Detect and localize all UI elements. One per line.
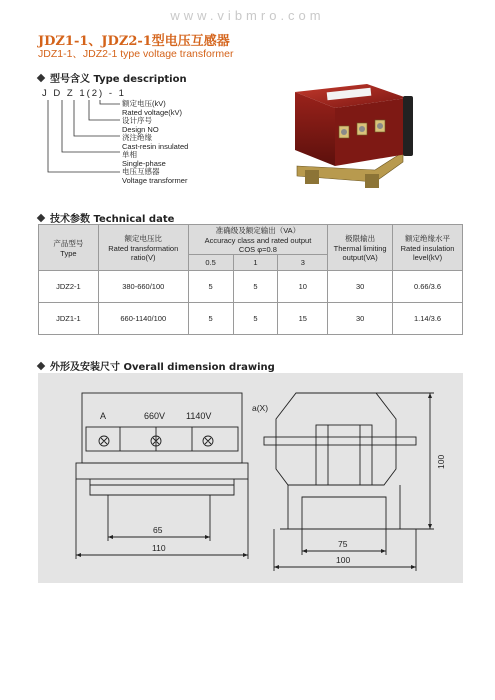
diamond-bullet-icon bbox=[37, 362, 45, 370]
dim-side-outer: 100 bbox=[336, 555, 351, 565]
class-1: 1 bbox=[233, 255, 278, 271]
desc-en: Voltage transformer bbox=[122, 176, 188, 185]
dimension-drawing-heading-text: 外形及安装尺寸 Overall dimension drawing bbox=[50, 362, 275, 373]
watermark: www.vibmro.com bbox=[170, 8, 325, 23]
desc-cn: 额定电压(kV) bbox=[122, 99, 166, 108]
header-accuracy-en: Accuracy class and rated output bbox=[204, 236, 312, 245]
header-thermal-cn: 极限输出 bbox=[345, 234, 376, 243]
desc-rated-voltage bbox=[122, 99, 182, 117]
header-ratio bbox=[98, 225, 188, 271]
label-1140v: 1140V bbox=[186, 411, 212, 421]
dimension-drawing-heading bbox=[38, 358, 275, 373]
dimension-drawing-area bbox=[38, 373, 463, 583]
dim-front-inner: 65 bbox=[153, 525, 163, 535]
table-row bbox=[39, 303, 463, 335]
header-ratio-cn: 额定电压比 bbox=[124, 234, 162, 243]
dim-side-inner: 75 bbox=[338, 539, 348, 549]
desc-cn: 电压互感器 bbox=[122, 167, 160, 176]
dim-side-height: 100 bbox=[436, 454, 446, 469]
desc-single-phase bbox=[122, 150, 166, 168]
desc-cast-resin bbox=[122, 133, 188, 151]
side-view-body bbox=[276, 393, 396, 485]
header-insulation-en: Rated insulation level(kV) bbox=[400, 244, 455, 262]
header-type-cn: 产品型号 bbox=[53, 238, 84, 248]
cell-thermal: 30 bbox=[328, 271, 393, 303]
dim-front-outer: 110 bbox=[152, 543, 166, 553]
cell-c3: 10 bbox=[278, 271, 328, 303]
technical-data-table bbox=[38, 224, 463, 335]
desc-en: Single-phase bbox=[122, 159, 166, 168]
diamond-bullet-icon bbox=[37, 214, 45, 222]
class-3: 3 bbox=[278, 255, 328, 271]
type-description-heading-text: 型号含义 Type description bbox=[50, 74, 187, 85]
dimension-drawing bbox=[38, 373, 463, 583]
front-view-body bbox=[82, 393, 242, 463]
desc-en: Rated voltage(kV) bbox=[122, 108, 183, 117]
cell-c05: 5 bbox=[188, 303, 233, 335]
header-ratio-en: Rated transformation ratio(V) bbox=[108, 244, 179, 262]
cell-ratio: 660-1140/100 bbox=[98, 303, 188, 335]
desc-cn: 单相 bbox=[122, 150, 137, 159]
header-thermal-en: Thermal limiting output(VA) bbox=[333, 244, 387, 262]
side-view-bolt bbox=[264, 437, 416, 445]
cell-c1: 5 bbox=[233, 303, 278, 335]
cell-insulation: 0.66/3.6 bbox=[393, 271, 463, 303]
header-accuracy-cn: 准确级及额定输出（VA） bbox=[215, 226, 301, 235]
type-description-heading bbox=[38, 70, 187, 85]
cell-type: JDZ1-1 bbox=[39, 303, 99, 335]
label-a: A bbox=[100, 411, 107, 421]
desc-cn: 设计序号 bbox=[122, 116, 152, 125]
header-insulation bbox=[393, 225, 463, 271]
diamond-bullet-icon bbox=[37, 74, 45, 82]
desc-en: Design NO bbox=[122, 125, 159, 134]
technical-data-heading bbox=[38, 210, 174, 225]
label-bolt: a(X) bbox=[252, 403, 269, 413]
header-cos: COS φ=0.8 bbox=[238, 245, 277, 254]
table-row bbox=[39, 271, 463, 303]
table-header-row bbox=[39, 225, 463, 255]
page-title: JDZ1-1、JDZ2-1型电压互感器 bbox=[38, 34, 230, 49]
header-type-en: Type bbox=[60, 248, 77, 258]
cell-insulation: 1.14/3.6 bbox=[393, 303, 463, 335]
model-code-leader-lines bbox=[42, 98, 132, 188]
header-thermal bbox=[328, 225, 393, 271]
cell-c3: 15 bbox=[278, 303, 328, 335]
desc-cn: 浇注绝缘 bbox=[122, 133, 152, 142]
header-type bbox=[39, 225, 99, 271]
header-accuracy bbox=[188, 225, 328, 255]
class-0-5: 0.5 bbox=[188, 255, 233, 271]
header-insulation-cn: 额定绝缘水平 bbox=[405, 234, 451, 243]
technical-data-heading-text: 技术参数 Technical date bbox=[50, 214, 175, 225]
page-subtitle: JDZ1-1、JDZ2-1 type voltage transformer bbox=[38, 48, 234, 60]
desc-en: Cast-resin insulated bbox=[122, 142, 189, 151]
product-photo bbox=[275, 70, 435, 195]
cell-type: JDZ2-1 bbox=[39, 271, 99, 303]
model-code: J D Z 1(2) - 1 bbox=[42, 88, 126, 99]
cell-c05: 5 bbox=[188, 271, 233, 303]
desc-design-no bbox=[122, 116, 159, 134]
cell-c1: 5 bbox=[233, 271, 278, 303]
cell-ratio: 380-660/100 bbox=[98, 271, 188, 303]
label-660v: 660V bbox=[144, 411, 166, 421]
desc-voltage-transformer bbox=[122, 167, 187, 185]
side-view-core bbox=[316, 425, 372, 485]
cell-thermal: 30 bbox=[328, 303, 393, 335]
